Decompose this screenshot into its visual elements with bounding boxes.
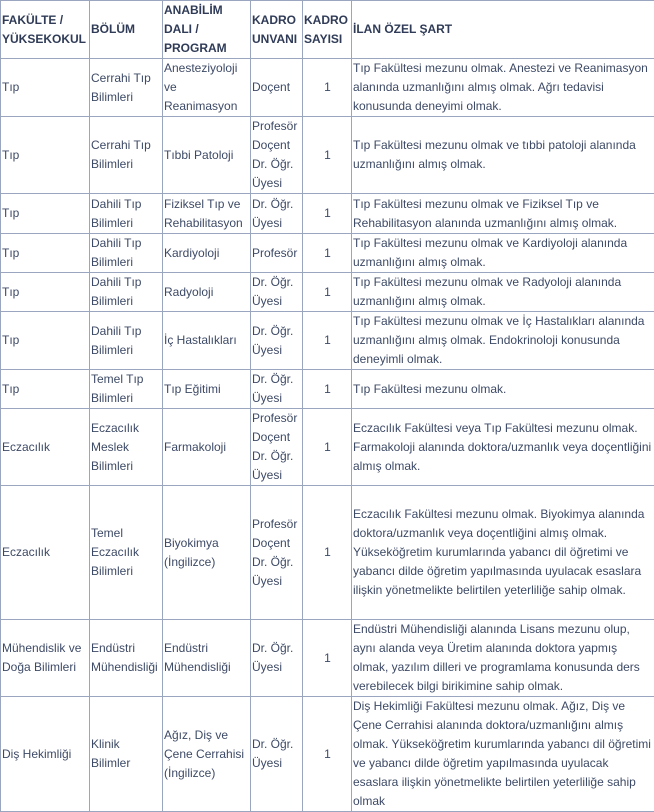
cell-title <box>251 273 303 312</box>
cell-program: İç Hastalıkları <box>163 312 251 370</box>
table-row <box>1 697 654 812</box>
cell-count: 1 <box>303 234 352 273</box>
table-row <box>1 194 654 234</box>
table-row <box>1 59 654 117</box>
cell-condition-text: Tıp Fakültesi mezunu olmak ve tıbbi patoloji alanında uzmanlığını almış olmak. <box>353 136 654 174</box>
cell-faculty: Tıp <box>1 117 90 194</box>
cell-program: Fiziksel Tıp ve Rehabilitasyon <box>163 194 251 234</box>
cell-count: 1 <box>303 486 352 620</box>
cell-department: Dahili Tıp Bilimleri <box>90 273 163 312</box>
table-row <box>1 234 654 273</box>
cell-title <box>251 194 303 234</box>
table-row <box>1 117 654 194</box>
cell-count: 1 <box>303 59 352 117</box>
cell-condition-text: Eczacılık Fakültesi veya Tıp Fakültesi mezunu olmak. Farmakoloji alanında doktora/uzmanlık veya doçentliğini almış olmak. <box>353 419 654 476</box>
table-row <box>1 486 654 620</box>
cell-condition-text: Tıp Fakültesi mezunu olmak ve Kardiyoloji alanında uzmanlığını almış olmak. <box>353 234 654 272</box>
cell-title <box>251 486 303 620</box>
cell-program: Biyokimya (İngilizce) <box>163 486 251 620</box>
cell-program: Kardiyoloji <box>163 234 251 273</box>
cell-condition <box>352 194 654 234</box>
cell-department: Klinik Bilimler <box>90 697 163 812</box>
cell-condition-text: Tıp Fakültesi mezunu olmak. Anestezi ve Reanimasyon alanında uzmanlığını almış olmak. Ağrı tedavisi konusunda deneyimi olmak. <box>353 59 654 116</box>
cell-title-text: Dr. Öğr. Üyesi <box>252 370 302 408</box>
header-condition: İLAN ÖZEL ŞART <box>352 1 654 59</box>
header-department: BÖLÜM <box>90 1 163 59</box>
cell-faculty: Mühendislik ve Doğa Bilimleri <box>1 620 90 697</box>
cell-title-text: Profesör <box>252 244 302 263</box>
cell-title-text: Dr. Öğr. Üyesi <box>252 273 302 311</box>
cell-title <box>251 409 303 486</box>
cell-condition <box>352 620 654 697</box>
cell-title-text: Dr. Öğr. Üyesi <box>252 195 302 233</box>
cell-department: Eczacılık Meslek Bilimleri <box>90 409 163 486</box>
cell-condition-text: Endüstri Mühendisliği alanında Lisans mezunu olup, aynı alanda veya Üretim alanında doktora yapmış olmak, yazılım dilleri ve programlama konusunda ders verebilecek bilgi birikimine sahip olmak. <box>353 620 654 696</box>
cell-condition-text: Diş Hekimliği Fakültesi mezunu olmak. Ağız, Diş ve Çene Cerrahisi alanında doktora/uzmanlığını almış olmak. Yükseköğretim kurumlarında yabancı dil öğretimi ve yabancı dilde öğretim yapılmasında uyulacak esaslara ilişkin yönetmelikte belirtilen yeterliliğe sahip olmak <box>353 697 654 811</box>
cell-title <box>251 312 303 370</box>
cell-program: Radyoloji <box>163 273 251 312</box>
cell-program: Ağız, Diş ve Çene Cerrahisi (İngilizce) <box>163 697 251 812</box>
table-row <box>1 620 654 697</box>
cell-condition <box>352 273 654 312</box>
cell-faculty: Tıp <box>1 370 90 409</box>
cell-count: 1 <box>303 273 352 312</box>
header-faculty: FAKÜLTE / YÜKSEKOKUL <box>1 1 90 59</box>
cell-faculty: Tıp <box>1 234 90 273</box>
cell-condition-text: Tıp Fakültesi mezunu olmak ve Radyoloji alanında uzmanlığını almış olmak. <box>353 273 654 311</box>
cell-department: Dahili Tıp Bilimleri <box>90 194 163 234</box>
cell-faculty: Tıp <box>1 194 90 234</box>
cell-title-text: Profesör Doçent Dr. Öğr. Üyesi <box>252 515 302 591</box>
cell-count: 1 <box>303 194 352 234</box>
cell-faculty: Diş Hekimliği <box>1 697 90 812</box>
cell-title <box>251 117 303 194</box>
cell-title-text: Doçent <box>252 78 302 97</box>
cell-faculty: Tıp <box>1 312 90 370</box>
cell-title <box>251 697 303 812</box>
cell-condition <box>352 59 654 117</box>
cell-count: 1 <box>303 697 352 812</box>
cell-program: Endüstri Mühendisliği <box>163 620 251 697</box>
cell-count: 1 <box>303 409 352 486</box>
cell-condition <box>352 697 654 812</box>
cell-condition <box>352 409 654 486</box>
cell-condition-text: Tıp Fakültesi mezunu olmak. <box>353 380 654 399</box>
cell-department: Endüstri Mühendisliği <box>90 620 163 697</box>
table-row <box>1 312 654 370</box>
table-row <box>1 409 654 486</box>
cell-title-text: Dr. Öğr. Üyesi <box>252 322 302 360</box>
cell-count: 1 <box>303 312 352 370</box>
cell-title <box>251 620 303 697</box>
table-header-row <box>1 1 654 59</box>
header-count: KADRO SAYISI <box>303 1 352 59</box>
table-row <box>1 370 654 409</box>
cell-title <box>251 370 303 409</box>
cell-department: Cerrahi Tıp Bilimleri <box>90 59 163 117</box>
header-title: KADRO UNVANI <box>251 1 303 59</box>
cell-department: Dahili Tıp Bilimleri <box>90 312 163 370</box>
cell-condition-text: Eczacılık Fakültesi mezunu olmak. Biyokimya alanında doktora/uzmanlık veya doçentliğini almış olmak. Yükseköğretim kurumlarında yabancı dil öğretimi ve yabancı dilde öğretim yapılmasında uyulacak esaslara ilişkin yönetmelikte belirtilen yeterliliğe sahip olmak. <box>353 505 654 600</box>
cell-faculty: Eczacılık <box>1 409 90 486</box>
cell-program: Tıp Eğitimi <box>163 370 251 409</box>
cell-count: 1 <box>303 117 352 194</box>
cell-title-text: Profesör Doçent Dr. Öğr. Üyesi <box>252 409 302 485</box>
cell-condition <box>352 370 654 409</box>
cell-condition <box>352 312 654 370</box>
cell-condition <box>352 117 654 194</box>
cell-condition <box>352 234 654 273</box>
cell-condition-text: Tıp Fakültesi mezunu olmak ve Fiziksel Tıp ve Rehabilitasyon alanında uzmanlığını almış olmak. <box>353 195 654 233</box>
cell-title-text: Profesör Doçent Dr. Öğr. Üyesi <box>252 117 302 193</box>
cell-title-text: Dr. Öğr. Üyesi <box>252 735 302 773</box>
cell-count: 1 <box>303 370 352 409</box>
cell-condition <box>352 486 654 620</box>
cell-program: Farmakoloji <box>163 409 251 486</box>
cell-department: Cerrahi Tıp Bilimleri <box>90 117 163 194</box>
cell-faculty: Tıp <box>1 273 90 312</box>
cell-title <box>251 59 303 117</box>
cell-program: Anesteziyoloji ve Reanimasyon <box>163 59 251 117</box>
cell-count: 1 <box>303 620 352 697</box>
cell-program: Tıbbi Patoloji <box>163 117 251 194</box>
table-row <box>1 273 654 312</box>
cell-department: Temel Eczacılık Bilimleri <box>90 486 163 620</box>
cell-faculty: Tıp <box>1 59 90 117</box>
cell-department: Temel Tıp Bilimleri <box>90 370 163 409</box>
cell-condition-text: Tıp Fakültesi mezunu olmak ve İç Hastalıkları alanında uzmanlığını almış olmak. Endokrinoloji konusunda deneyimli olmak. <box>353 312 654 369</box>
cell-faculty: Eczacılık <box>1 486 90 620</box>
cell-title-text: Dr. Öğr. Üyesi <box>252 639 302 677</box>
cell-department: Dahili Tıp Bilimleri <box>90 234 163 273</box>
header-program: ANABİLİM DALI / PROGRAM <box>163 1 251 59</box>
cell-title <box>251 234 303 273</box>
